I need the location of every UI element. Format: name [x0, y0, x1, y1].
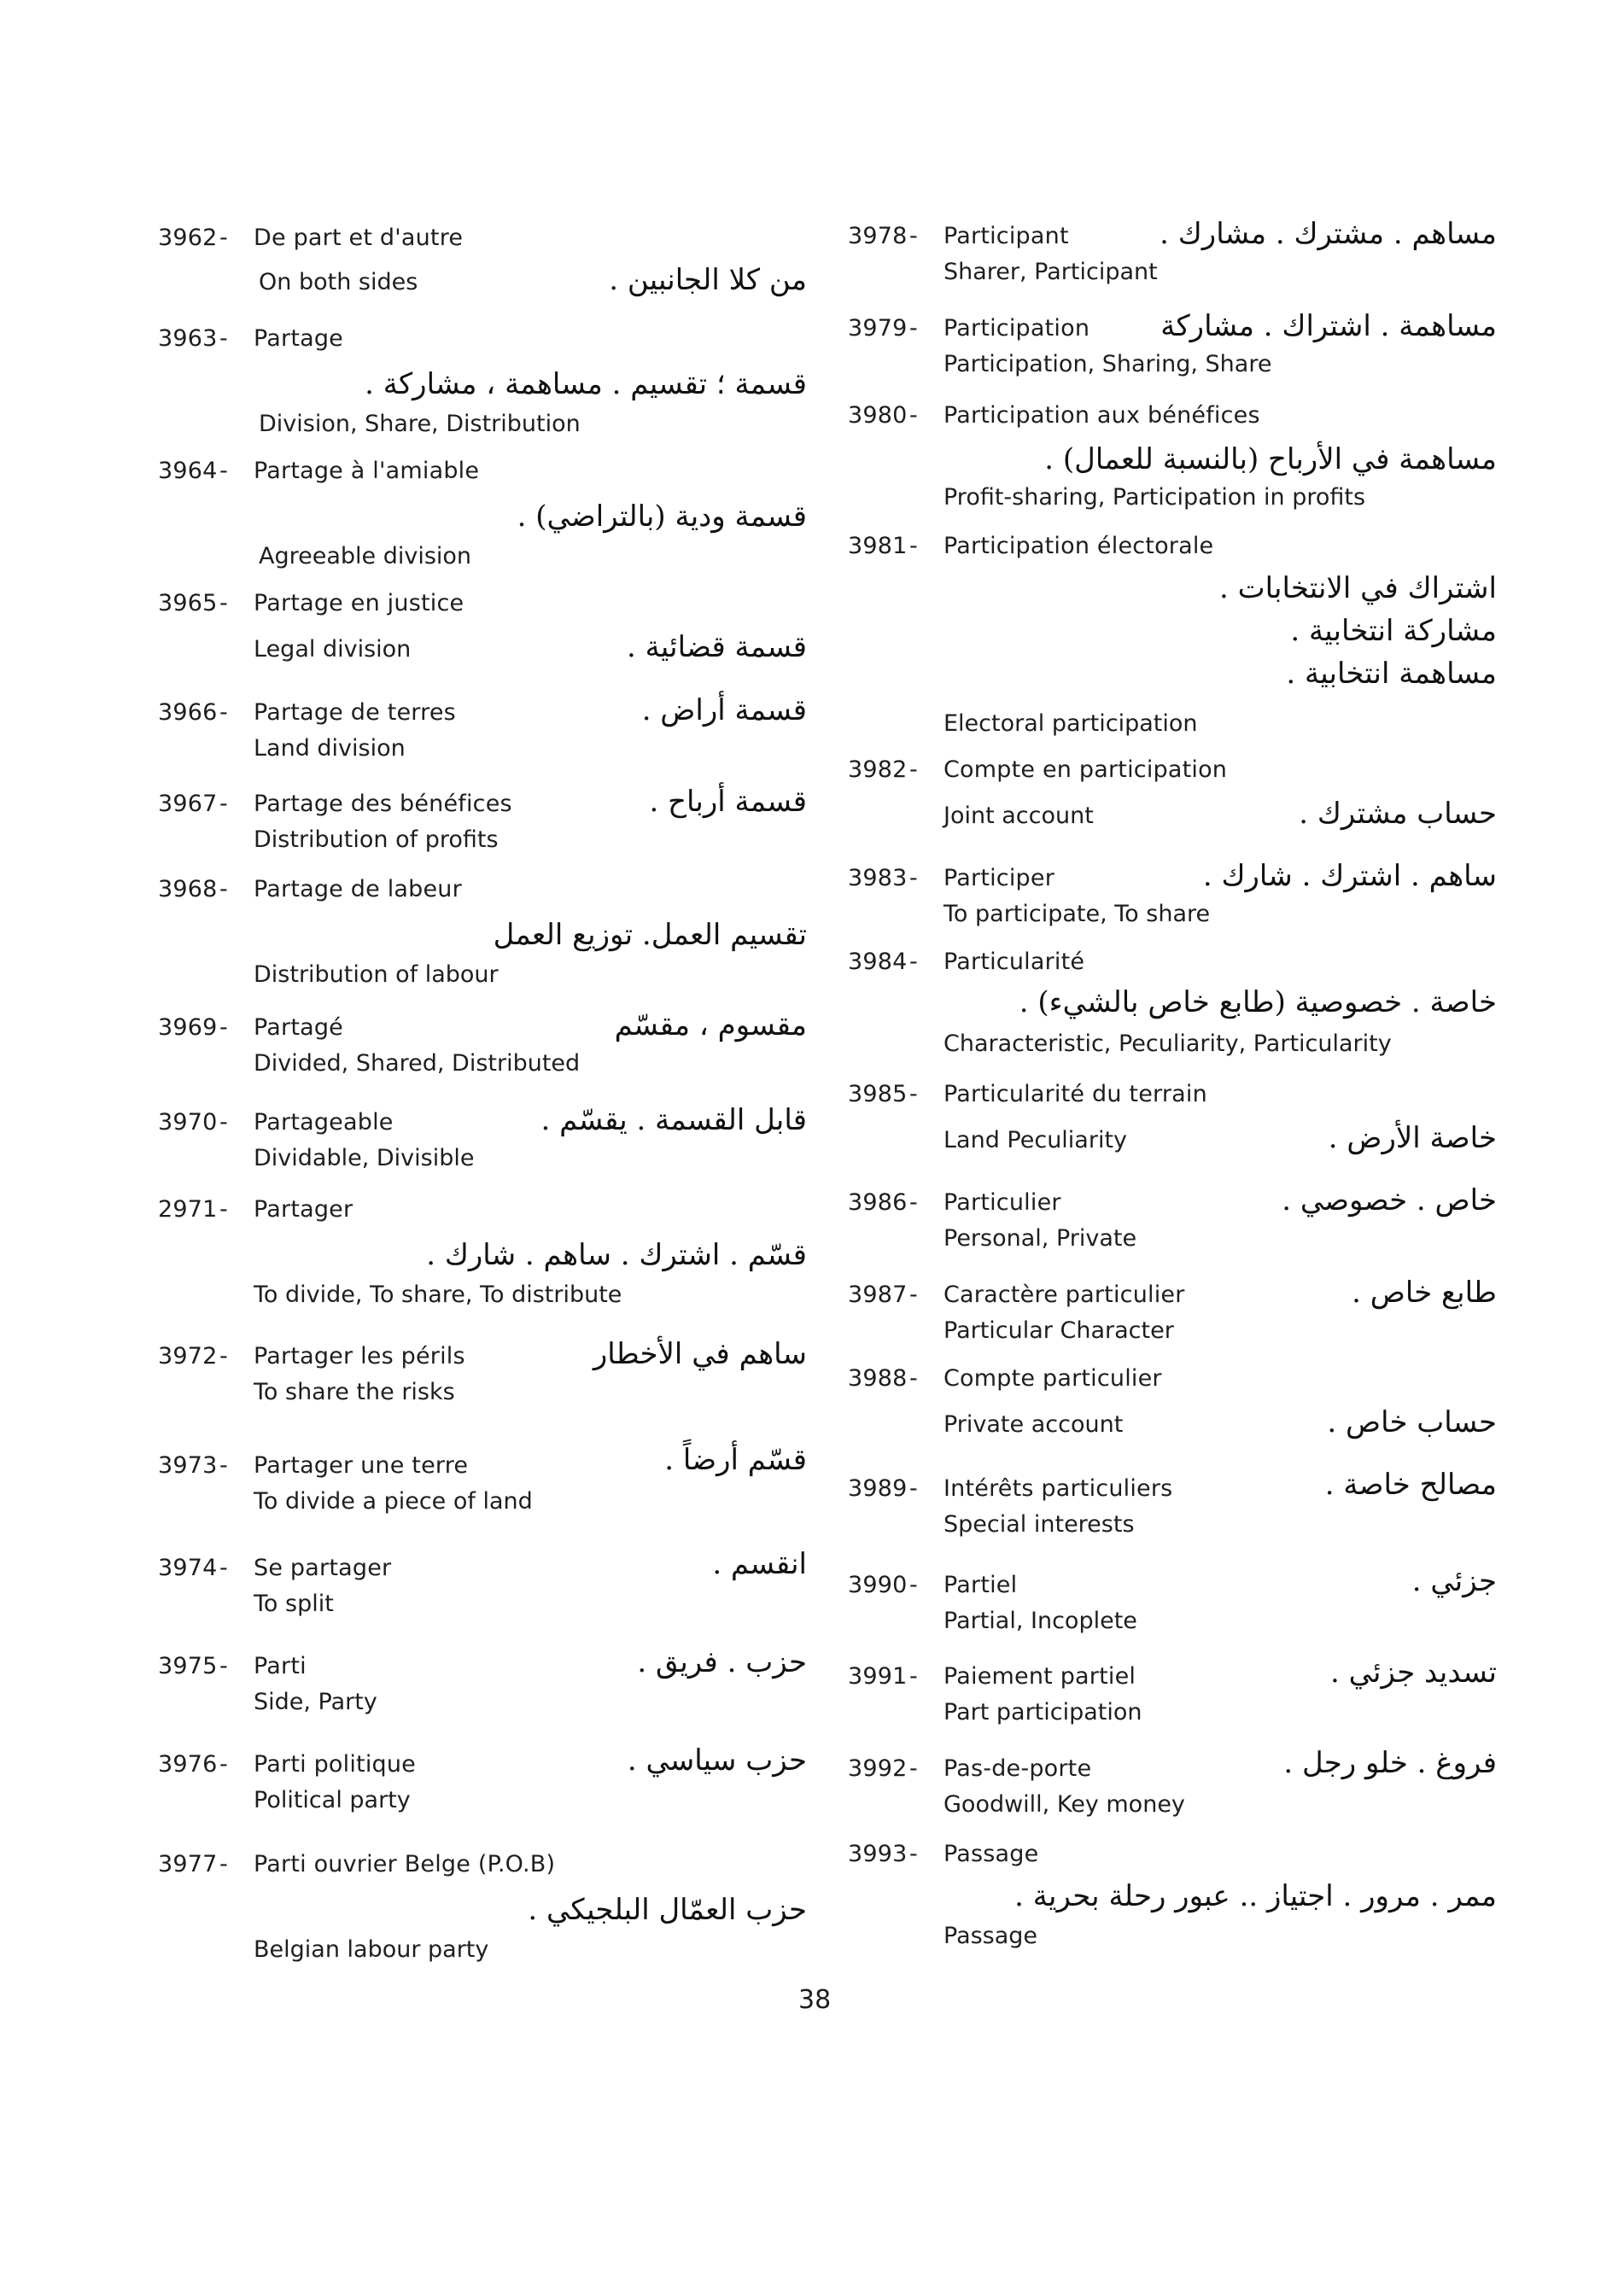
french-term: Pas-de-porte: [943, 1755, 1092, 1782]
english-translation: Joint account: [943, 803, 1094, 829]
english-translation: Goodwill, Key money: [943, 1791, 1185, 1818]
entry-number: 3964: [158, 458, 218, 484]
arabic-translation: قابل القسمة . يقسّم .: [540, 1103, 807, 1137]
entry-number: 3974: [158, 1555, 218, 1581]
arabic-translation-line: مساهمة انتخابية .: [1286, 657, 1497, 691]
english-translation: To split: [254, 1591, 334, 1617]
arabic-translation: حزب سياسي .: [627, 1743, 807, 1778]
page-number: 38: [798, 1985, 832, 2015]
entry-number: 3986: [848, 1189, 908, 1216]
french-term: Particulier: [943, 1189, 1061, 1216]
entry-dash: -: [219, 325, 228, 352]
entry-number: 3988: [848, 1365, 908, 1392]
arabic-translation: قسمة ؛ تقسيم . مساهمة ، مشاركة .: [365, 367, 807, 401]
left-column: [158, 0, 807, 2283]
english-translation: Agreeable division: [259, 543, 472, 569]
entry-dash: -: [909, 1475, 918, 1502]
arabic-translation: قسّم أرضاً .: [664, 1443, 807, 1477]
arabic-translation: من كلا الجانبين .: [609, 263, 807, 297]
french-term: Partager: [254, 1196, 353, 1223]
entry-number: 3978: [848, 223, 908, 249]
french-term: Passage: [943, 1841, 1039, 1867]
english-translation: On both sides: [259, 269, 418, 295]
english-translation: Part participation: [943, 1699, 1142, 1725]
entry-number: 3987: [848, 1282, 908, 1308]
english-translation: Division, Share, Distribution: [259, 411, 581, 437]
french-term: Caractère particulier: [943, 1282, 1185, 1308]
entry-dash: -: [219, 791, 228, 817]
entry-number: 3984: [848, 949, 908, 975]
english-translation: Belgian labour party: [254, 1936, 489, 1963]
french-term: Compte en participation: [943, 756, 1228, 783]
french-term: Participer: [943, 865, 1054, 891]
arabic-translation: ممر . مرور . اجتياز .. عبور رحلة بحرية .: [1014, 1879, 1497, 1913]
entry-dash: -: [909, 1663, 918, 1690]
entry-number: 3979: [848, 315, 908, 342]
english-translation: Legal division: [254, 636, 412, 663]
arabic-translation: مساهم . مشترك . مشارك .: [1160, 217, 1497, 251]
entry-number: 3970: [158, 1109, 218, 1136]
entry-number: 3993: [848, 1841, 908, 1867]
entry-dash: -: [219, 590, 228, 616]
arabic-translation: مساهمة في الأرباح (بالنسبة للعمال) .: [1044, 442, 1497, 476]
entry-dash: -: [219, 225, 228, 251]
entry-dash: -: [909, 1572, 918, 1598]
french-term: Parti: [254, 1653, 307, 1679]
arabic-translation: قسمة أرباح .: [649, 785, 807, 819]
english-translation: Personal, Private: [943, 1225, 1137, 1252]
french-term: Participation: [943, 315, 1090, 342]
french-term: Particularité: [943, 949, 1085, 975]
english-translation: To share the risks: [254, 1379, 455, 1405]
entry-dash: -: [219, 1653, 228, 1679]
english-translation: To participate, To share: [943, 901, 1211, 927]
french-term: Participant: [943, 223, 1069, 249]
entry-dash: -: [219, 699, 228, 726]
french-term: Intérêts particuliers: [943, 1475, 1173, 1502]
entry-dash: -: [219, 1343, 228, 1369]
french-term: Participation électorale: [943, 533, 1214, 559]
arabic-translation: حساب خاص .: [1327, 1405, 1497, 1439]
arabic-translation: خاصة . خصوصية (طابع خاص بالشيء) .: [1019, 985, 1497, 1019]
entry-number: 3962: [158, 225, 218, 251]
entry-number: 3983: [848, 865, 908, 891]
entry-dash: -: [219, 1452, 228, 1479]
entry-dash: -: [219, 876, 228, 902]
entry-number: 3969: [158, 1014, 218, 1041]
arabic-translation: ساهم . اشترك . شارك .: [1202, 859, 1497, 893]
english-translation: Particular Character: [943, 1317, 1174, 1344]
french-term: Parti ouvrier Belge (P.O.B): [254, 1851, 556, 1877]
english-translation: Electoral participation: [943, 710, 1198, 737]
entry-dash: -: [219, 1851, 228, 1877]
entry-dash: -: [909, 756, 918, 783]
arabic-translation: مصالح خاصة .: [1324, 1468, 1497, 1502]
entry-dash: -: [909, 533, 918, 559]
english-translation: Special interests: [943, 1511, 1135, 1538]
entry-dash: -: [909, 865, 918, 891]
french-term: Partage en justice: [254, 590, 464, 616]
arabic-translation-line: مشاركة انتخابية .: [1290, 614, 1497, 648]
arabic-translation: قسمة قضائية .: [627, 630, 807, 664]
english-translation: Sharer, Participant: [943, 259, 1158, 285]
english-translation: Partial, Incoplete: [943, 1608, 1137, 1634]
entry-dash: -: [219, 1196, 228, 1223]
french-term: Partageable: [254, 1109, 394, 1136]
english-translation: Political party: [254, 1787, 411, 1813]
arabic-translation: مقسوم ، مقسّم: [614, 1008, 807, 1042]
french-term: Partager les périls: [254, 1343, 465, 1369]
arabic-translation: طابع خاص .: [1352, 1276, 1497, 1310]
french-term: Paiement partiel: [943, 1663, 1136, 1690]
arabic-translation: مساهمة . اشتراك . مشاركة: [1160, 309, 1497, 343]
entry-number: 2971: [158, 1196, 218, 1223]
english-translation: Distribution of profits: [254, 826, 499, 853]
entry-number: 3981: [848, 533, 908, 559]
french-term: Partage des bénéfices: [254, 791, 512, 817]
arabic-translation: خاصة الأرض .: [1328, 1121, 1497, 1155]
entry-dash: -: [219, 1751, 228, 1778]
entry-dash: -: [909, 949, 918, 975]
entry-number: 3991: [848, 1663, 908, 1690]
english-translation: Side, Party: [254, 1689, 377, 1715]
entry-dash: -: [909, 402, 918, 429]
arabic-translation: انقسم .: [712, 1547, 807, 1581]
entry-number: 3982: [848, 756, 908, 783]
arabic-translation: خاص . خصوصي .: [1282, 1183, 1497, 1217]
english-translation: Participation, Sharing, Share: [943, 351, 1272, 377]
entry-number: 3968: [158, 876, 218, 902]
entry-number: 3975: [158, 1653, 218, 1679]
english-translation: Land division: [254, 735, 406, 762]
entry-dash: -: [909, 315, 918, 342]
french-term: Parti politique: [254, 1751, 416, 1778]
french-term: Se partager: [254, 1555, 392, 1581]
french-term: Participation aux bénéfices: [943, 402, 1260, 429]
entry-dash: -: [909, 1081, 918, 1107]
arabic-translation: حساب مشترك .: [1299, 797, 1497, 831]
right-column: [848, 0, 1497, 2283]
arabic-translation: تسديد جزئي .: [1330, 1655, 1497, 1690]
entry-number: 3985: [848, 1081, 908, 1107]
entry-number: 3980: [848, 402, 908, 429]
english-translation: To divide a piece of land: [254, 1488, 533, 1515]
entry-number: 3972: [158, 1343, 218, 1369]
english-translation: Dividable, Divisible: [254, 1145, 475, 1171]
entry-number: 3973: [158, 1452, 218, 1479]
french-term: Compte particulier: [943, 1365, 1162, 1392]
entry-number: 3990: [848, 1572, 908, 1598]
entry-dash: -: [909, 1755, 918, 1782]
entry-number: 3977: [158, 1851, 218, 1877]
french-term: Partage de labeur: [254, 876, 462, 902]
arabic-translation: قسّم . اشترك . ساهم . شارك .: [426, 1238, 807, 1272]
arabic-translation: تقسيم العمل. توزيع العمل: [493, 918, 807, 952]
entry-dash: -: [219, 1555, 228, 1581]
french-term: Partagé: [254, 1014, 343, 1041]
french-term: De part et d'autre: [254, 225, 464, 251]
arabic-translation: حزب . فريق .: [637, 1645, 807, 1679]
entry-dash: -: [909, 1841, 918, 1867]
entry-number: 3966: [158, 699, 218, 726]
french-term: Partager une terre: [254, 1452, 469, 1479]
french-term: Partage de terres: [254, 699, 456, 726]
french-term: Partage à l'amiable: [254, 458, 480, 484]
english-translation: Private account: [943, 1411, 1124, 1438]
arabic-translation: حزب العمّال البلجيكي .: [528, 1893, 807, 1927]
arabic-translation: قسمة أراض .: [641, 693, 807, 727]
entry-dash: -: [909, 1365, 918, 1392]
english-translation: Divided, Shared, Distributed: [254, 1050, 581, 1077]
arabic-translation-line: اشتراك في الانتخابات .: [1219, 571, 1497, 605]
entry-dash: -: [219, 458, 228, 484]
entry-dash: -: [909, 1189, 918, 1216]
arabic-translation: قسمة ودية (بالتراضي) .: [517, 499, 807, 534]
entry-dash: -: [909, 1282, 918, 1308]
entry-dash: -: [219, 1014, 228, 1041]
french-term: Particularité du terrain: [943, 1081, 1207, 1107]
english-translation: Passage: [943, 1923, 1038, 1949]
arabic-translation: فروغ . خلو رجل .: [1283, 1746, 1497, 1780]
entry-dash: -: [219, 1109, 228, 1136]
entry-number: 3992: [848, 1755, 908, 1782]
arabic-translation: جزئي .: [1411, 1564, 1497, 1598]
french-term: Partage: [254, 325, 343, 352]
french-term: Partiel: [943, 1572, 1018, 1598]
english-translation: To divide, To share, To distribute: [254, 1282, 622, 1308]
entry-number: 3963: [158, 325, 218, 352]
arabic-translation: ساهم في الأخطار: [593, 1337, 807, 1371]
entry-dash: -: [909, 223, 918, 249]
english-translation: Characteristic, Peculiarity, Particularity: [943, 1031, 1392, 1057]
entry-number: 3989: [848, 1475, 908, 1502]
english-translation: Land Peculiarity: [943, 1127, 1128, 1153]
entry-number: 3976: [158, 1751, 218, 1778]
entry-number: 3967: [158, 791, 218, 817]
english-translation: Distribution of labour: [254, 961, 499, 988]
english-translation: Profit-sharing, Participation in profits: [943, 484, 1366, 511]
entry-number: 3965: [158, 590, 218, 616]
